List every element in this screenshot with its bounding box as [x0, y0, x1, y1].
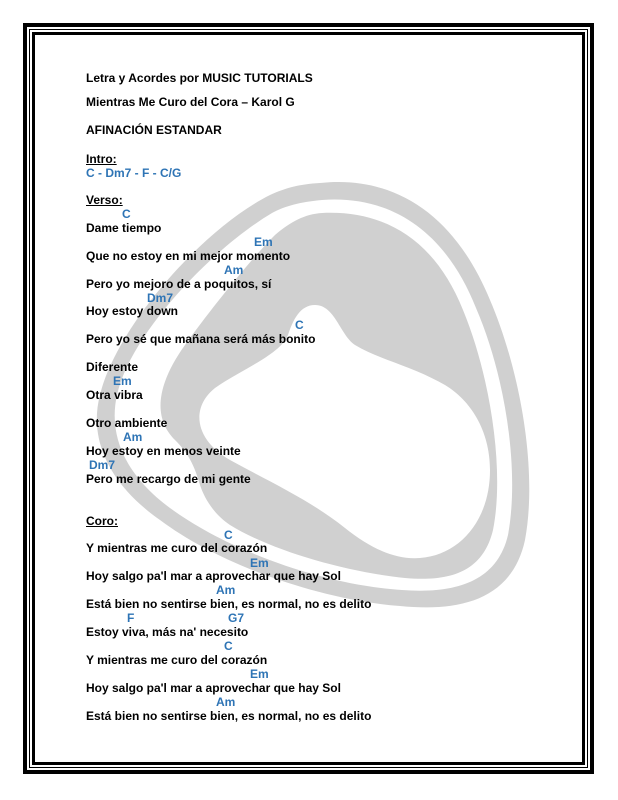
- chord: Em: [250, 556, 269, 570]
- chord: Em: [254, 235, 273, 249]
- lyric-line: Hoy salgo pa'l mar a aprovechar que hay Sol: [86, 569, 341, 583]
- lyric-line: Está bien no sentirse bien, es normal, no es delito: [86, 709, 372, 723]
- lyric-line: Que no estoy en mi mejor momento: [86, 249, 291, 263]
- song-title: Mientras Me Curo del Cora – Karol G: [86, 95, 295, 109]
- chord: F: [127, 611, 135, 625]
- chord: C: [224, 528, 233, 542]
- lyric-line: Diferente: [86, 360, 139, 374]
- lyric-line: Hoy estoy down: [86, 304, 179, 318]
- chord: G7: [228, 611, 245, 625]
- chord: Am: [216, 695, 236, 709]
- intro-heading: Intro:: [86, 152, 117, 166]
- lyric-line: Está bien no sentirse bien, es normal, no es delito: [86, 597, 372, 611]
- tuning-label: AFINACIÓN ESTANDAR: [86, 123, 222, 137]
- chord: Am: [224, 263, 244, 277]
- lyric-line: Y mientras me curo del corazón: [86, 653, 268, 667]
- coro-heading: Coro:: [86, 514, 118, 528]
- lyric-line: Pero me recargo de mi gente: [86, 472, 251, 486]
- chord: C: [295, 318, 304, 332]
- chord: C: [122, 207, 131, 221]
- lyric-line: Y mientras me curo del corazón: [86, 541, 268, 555]
- chord: Em: [113, 374, 132, 388]
- chord: Em: [250, 667, 269, 681]
- chord: Am: [123, 430, 143, 444]
- chord: C: [224, 639, 233, 653]
- lyric-line: Dame tiempo: [86, 221, 162, 235]
- credit-line: Letra y Acordes por MUSIC TUTORIALS: [86, 71, 313, 85]
- lyric-line: Pero yo sé que mañana será más bonito: [86, 332, 316, 346]
- intro-chords: C - Dm7 - F - C/G: [86, 166, 182, 180]
- lyric-line: Otra vibra: [86, 388, 143, 402]
- chord: Am: [216, 583, 236, 597]
- verso-heading: Verso:: [86, 193, 123, 207]
- lyric-line: Hoy estoy en menos veinte: [86, 444, 241, 458]
- lyric-line: Otro ambiente: [86, 416, 168, 430]
- lyric-line: Estoy viva, más na' necesito: [86, 625, 249, 639]
- chord: Dm7: [147, 291, 174, 305]
- chord: Dm7: [89, 458, 116, 472]
- lyric-line: Pero yo mejoro de a poquitos, sí: [86, 277, 272, 291]
- lyric-line: Hoy salgo pa'l mar a aprovechar que hay Sol: [86, 681, 341, 695]
